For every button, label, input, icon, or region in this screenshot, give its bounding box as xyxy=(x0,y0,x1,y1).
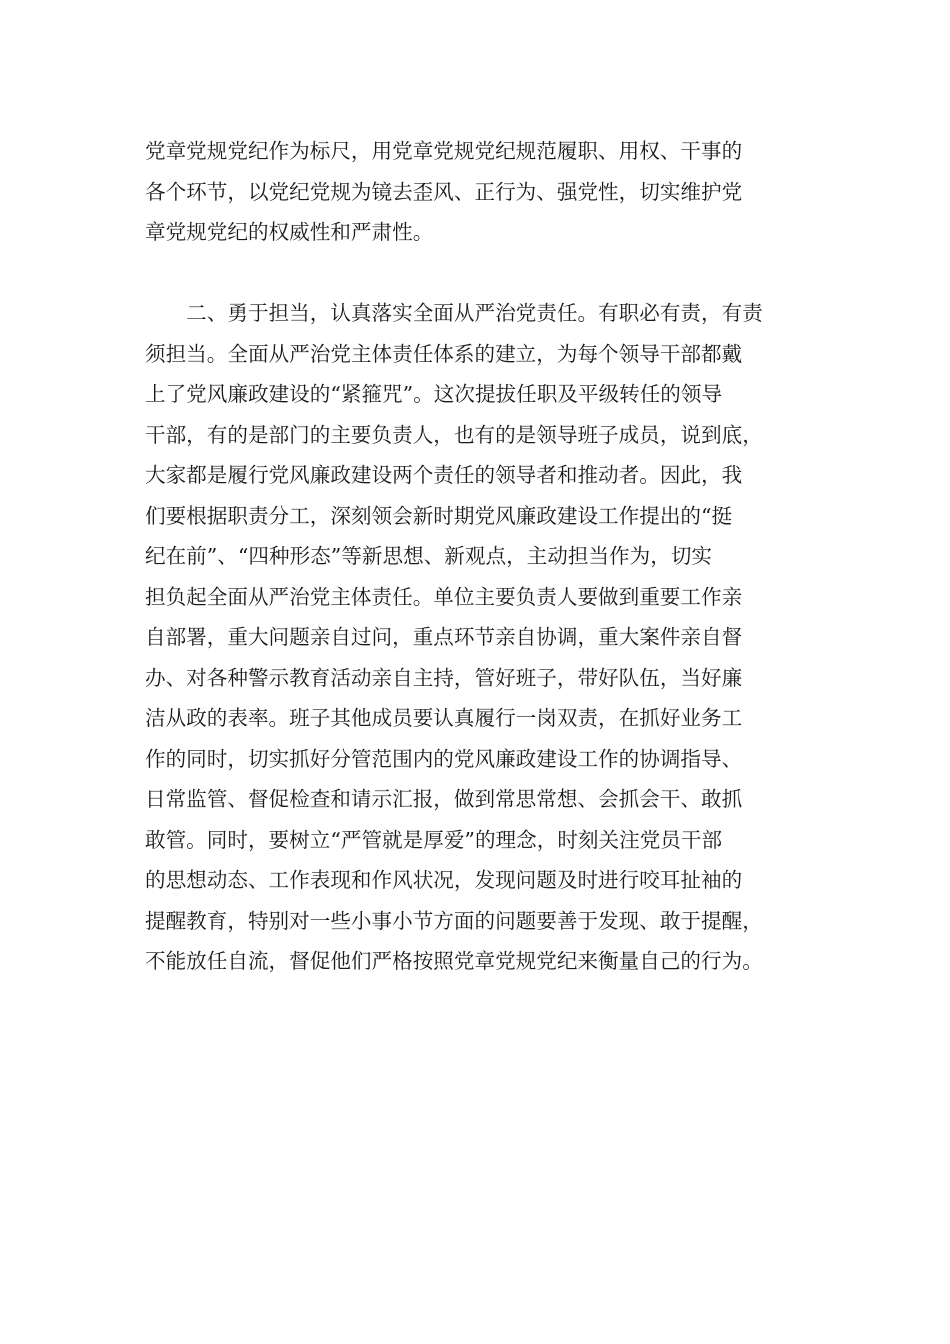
paragraph-line: 纪在前”、“四种形态”等新思想、新观点，主动担当作为，切实 xyxy=(145,544,713,568)
paragraph-1 xyxy=(145,131,805,253)
paragraph-line: 作的同时，切实抓好分管范围内的党风廉政建设工作的协调指导、 xyxy=(145,746,743,771)
paragraph-line: 二、勇于担当，认真落实全面从严治党责任。有职必有责，有责 xyxy=(145,301,763,325)
paragraph-line: 办、对各种警示教育活动亲自主持，管好班子，带好队伍，当好廉 xyxy=(145,665,743,690)
paragraph-line: 担负起全面从严治党主体责任。单位主要负责人要做到重要工作亲 xyxy=(145,584,743,609)
paragraph-line: 敢管。同时，要树立“严管就是厚爱”的理念，时刻关注党员干部 xyxy=(145,827,723,852)
paragraph-line: 上了党风廉政建设的“紧箍咒”。这次提拔任职及平级转任的领导 xyxy=(145,382,723,406)
paragraph-line: 洁从政的表率。班子其他成员要认真履行一岗双责，在抓好业务工 xyxy=(145,706,743,730)
paragraph-line: 干部，有的是部门的主要负责人，也有的是领导班子成员，说到底， xyxy=(145,422,763,447)
paragraph-line: 自部署，重大问题亲自过问，重点环节亲自协调，重大案件亲自督 xyxy=(145,625,743,649)
paragraph-line: 的思想动态、工作表现和作风状况，发现问题及时进行咬耳扯袖的 xyxy=(145,868,743,892)
paragraph-line: 不能放任自流，督促他们严格按照党章党规党纪来衡量自己的行为。 xyxy=(145,949,763,973)
paragraph-line: 提醒教育，特别对一些小事小节方面的问题要善于发现、敢于提醒， xyxy=(145,908,763,933)
paragraph-2 xyxy=(145,293,805,982)
paragraph-line: 各个环节，以党纪党规为镜去歪风、正行为、强党性，切实维护党 xyxy=(145,179,743,204)
paragraph-line: 们要根据职责分工，深刻领会新时期党风廉政建设工作提出的“挺 xyxy=(145,503,733,528)
paragraph-line: 党章党规党纪作为标尺，用党章党规党纪规范履职、用权、干事的 xyxy=(145,139,743,163)
paragraph-line: 章党规党纪的权威性和严肃性。 xyxy=(145,220,434,244)
paragraph-line: 大家都是履行党风廉政建设两个责任的领导者和推动者。因此，我 xyxy=(145,463,743,487)
paragraph-line: 须担当。全面从严治党主体责任体系的建立，为每个领导干部都戴 xyxy=(145,341,743,366)
paragraph-line: 日常监管、督促检查和请示汇报，做到常思常想、会抓会干、敢抓 xyxy=(145,787,743,811)
